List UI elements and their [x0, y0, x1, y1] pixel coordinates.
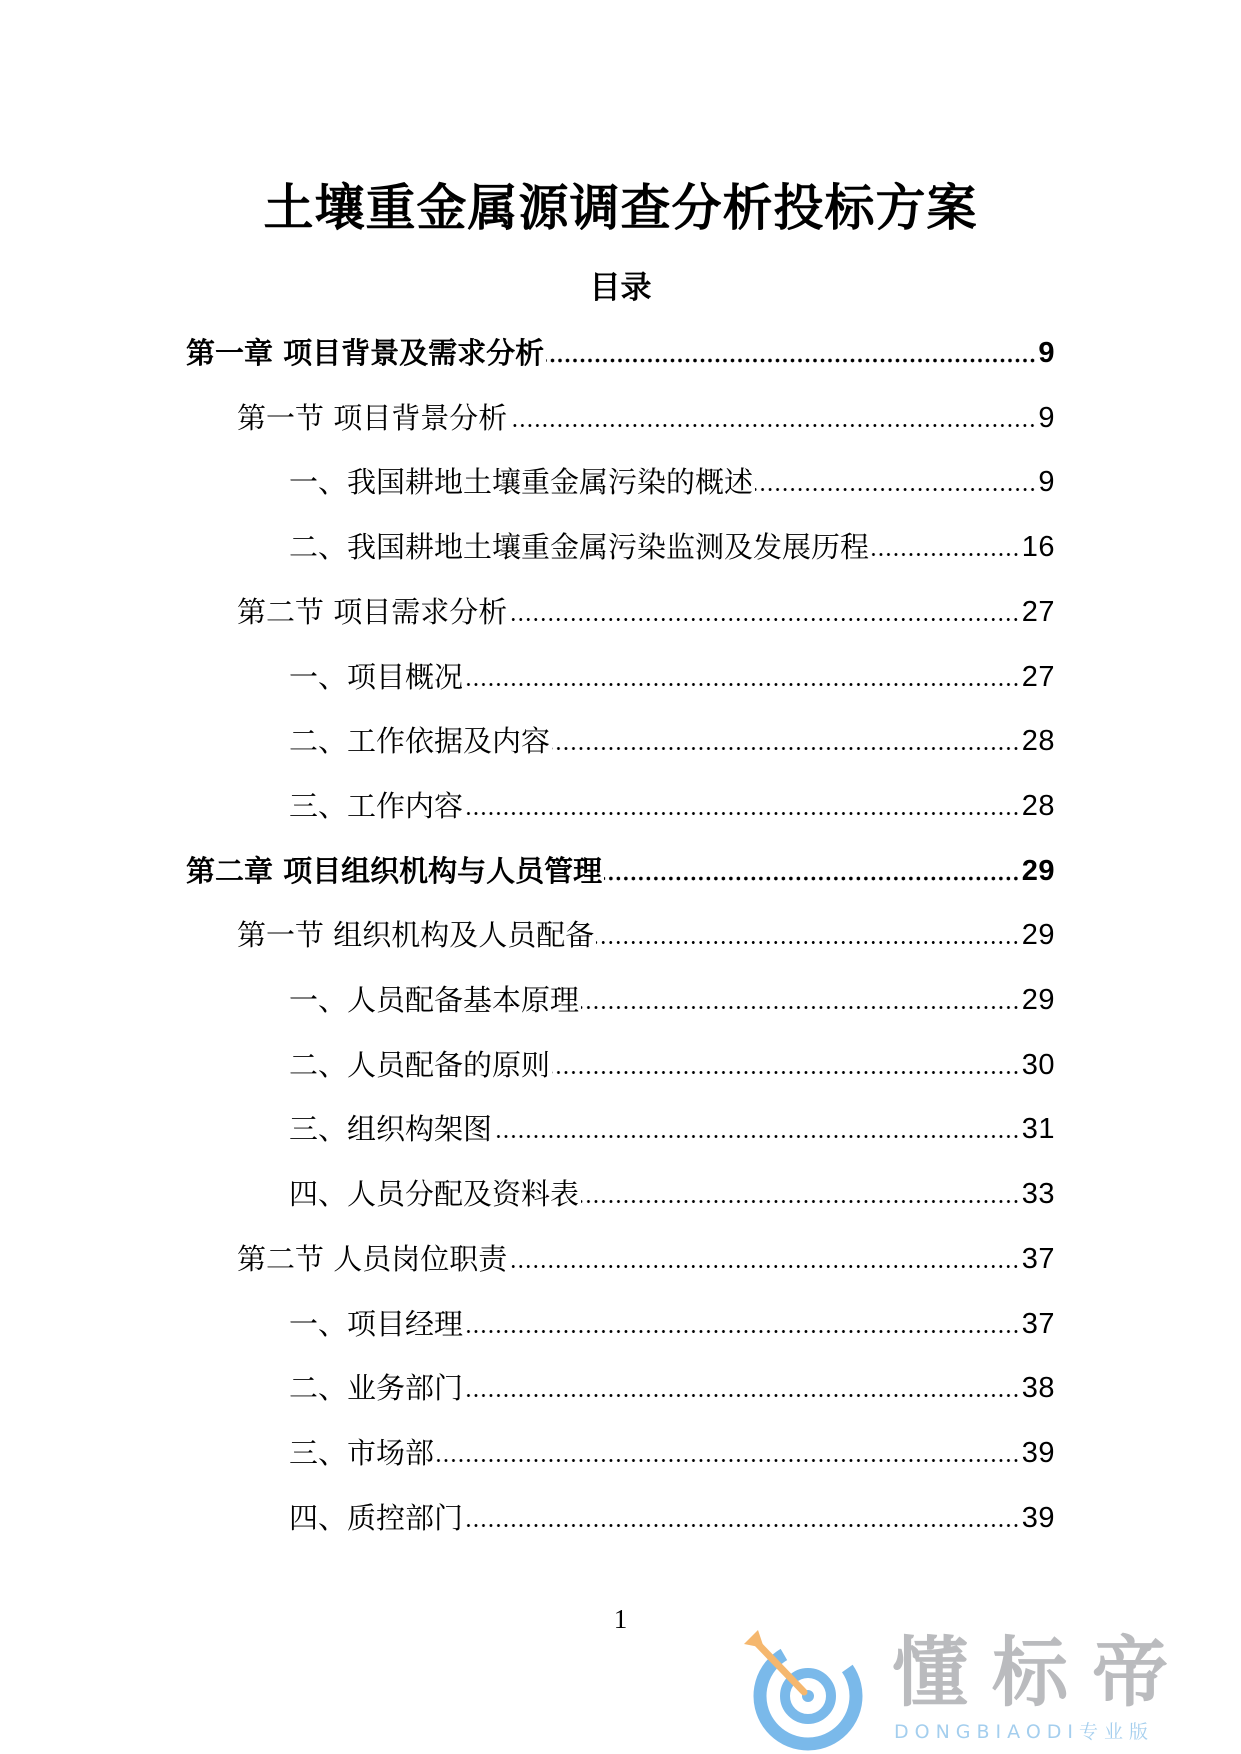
toc-entry-label: 三、组织构架图 — [289, 1112, 493, 1146]
toc-entry[interactable] — [289, 653, 1055, 697]
toc-entry-page: 9 — [1038, 402, 1055, 434]
toc-entry-page: 37 — [1021, 1243, 1055, 1275]
watermark — [740, 1628, 1210, 1748]
dot-leader — [494, 1133, 1020, 1140]
toc-entry[interactable] — [289, 1300, 1055, 1344]
toc-entry[interactable] — [289, 1364, 1055, 1408]
toc-entry-label: 一、人员配备基本原理 — [289, 983, 580, 1017]
toc-entry-page: 28 — [1021, 790, 1055, 822]
toc-entry-label: 三、市场部 — [289, 1436, 435, 1470]
toc-entry-label: 第二节 项目需求分析 — [237, 595, 508, 629]
toc-heading: 目录 — [589, 270, 652, 306]
toc-entry-label: 二、人员配备的原则 — [289, 1048, 551, 1082]
dot-leader — [604, 875, 1020, 882]
dot-leader — [871, 551, 1020, 558]
toc-entry[interactable] — [289, 1170, 1055, 1214]
toc-entry-label: 第一节 项目背景分析 — [237, 401, 508, 435]
toc-entry-label: 二、业务部门 — [289, 1371, 464, 1405]
dot-leader — [509, 1263, 1020, 1270]
toc-entry[interactable] — [289, 1494, 1055, 1538]
dot-leader — [596, 939, 1020, 946]
toc-entry[interactable] — [289, 717, 1055, 761]
toc-entry-page: 9 — [1038, 337, 1055, 369]
page-number: 1 — [613, 1604, 628, 1634]
toc-entry[interactable] — [289, 976, 1055, 1020]
toc-entry-page: 9 — [1038, 466, 1055, 498]
toc-entry[interactable] — [237, 1235, 1055, 1279]
toc-entry-page: 39 — [1021, 1437, 1055, 1469]
toc-entry[interactable] — [289, 1429, 1055, 1473]
document-title: 土壤重金属源调查分析投标方案 — [263, 179, 978, 237]
toc-entry[interactable] — [289, 523, 1055, 567]
toc-entry-page: 16 — [1021, 531, 1055, 563]
toc-entry-page: 30 — [1021, 1049, 1055, 1081]
toc-entry[interactable] — [289, 1105, 1055, 1149]
toc-entry-label: 四、质控部门 — [289, 1501, 464, 1535]
toc-entry[interactable] — [186, 847, 1055, 891]
toc-entry-page: 37 — [1021, 1308, 1055, 1340]
toc-entry[interactable] — [289, 458, 1055, 502]
toc-entry-label: 第二节 人员岗位职责 — [237, 1242, 508, 1276]
toc-entry-label: 三、工作内容 — [289, 789, 464, 823]
dot-leader — [465, 1328, 1020, 1335]
dot-leader — [465, 681, 1020, 688]
dot-leader — [552, 745, 1020, 752]
toc-entry-page: 31 — [1021, 1113, 1055, 1145]
toc-entry-page: 29 — [1021, 919, 1055, 951]
watermark-brand-name: 懂标帝 — [892, 1628, 1192, 1717]
dot-leader — [552, 1069, 1020, 1076]
dot-leader — [509, 422, 1036, 429]
dot-leader — [465, 1522, 1020, 1529]
toc-entry-label: 一、项目概况 — [289, 660, 464, 694]
dot-leader — [581, 1004, 1020, 1011]
dot-leader — [465, 1392, 1020, 1399]
toc-entry-label: 一、我国耕地土壤重金属污染的概述 — [289, 465, 754, 499]
dot-leader — [465, 810, 1020, 817]
dot-leader — [755, 486, 1036, 493]
toc-entry-page: 33 — [1021, 1178, 1055, 1210]
toc-entry[interactable] — [237, 394, 1055, 438]
dot-leader — [509, 616, 1020, 623]
toc-entry[interactable] — [289, 782, 1055, 826]
toc-entry-page: 27 — [1021, 661, 1055, 693]
toc-entry-label: 第二章 项目组织机构与人员管理 — [186, 854, 603, 888]
dot-leader — [546, 357, 1036, 364]
toc-entry-page: 38 — [1021, 1372, 1055, 1404]
dot-leader — [436, 1457, 1020, 1464]
toc-entry[interactable] — [289, 1041, 1055, 1085]
watermark-subtitle: DONGBIAODI专业版 — [894, 1721, 1155, 1743]
toc-entry-label: 二、工作依据及内容 — [289, 724, 551, 758]
toc-entry-label: 一、项目经理 — [289, 1307, 464, 1341]
toc-entry-label: 四、人员分配及资料表 — [289, 1177, 580, 1211]
toc-entry-page: 39 — [1021, 1502, 1055, 1534]
target-arrow-icon — [740, 1628, 865, 1753]
toc-entry-label: 第一章 项目背景及需求分析 — [186, 336, 545, 370]
toc-entry-page: 27 — [1021, 596, 1055, 628]
toc-entry-page: 29 — [1021, 984, 1055, 1016]
toc-entry-page: 28 — [1021, 725, 1055, 757]
toc-entry[interactable] — [186, 329, 1055, 373]
toc-entry[interactable] — [237, 588, 1055, 632]
toc-entry-label: 二、我国耕地土壤重金属污染监测及发展历程 — [289, 530, 870, 564]
toc-entry-label: 第一节 组织机构及人员配备 — [237, 918, 595, 952]
toc-entry-page: 29 — [1021, 855, 1055, 887]
toc-entry[interactable] — [237, 911, 1055, 955]
dot-leader — [581, 1198, 1020, 1205]
